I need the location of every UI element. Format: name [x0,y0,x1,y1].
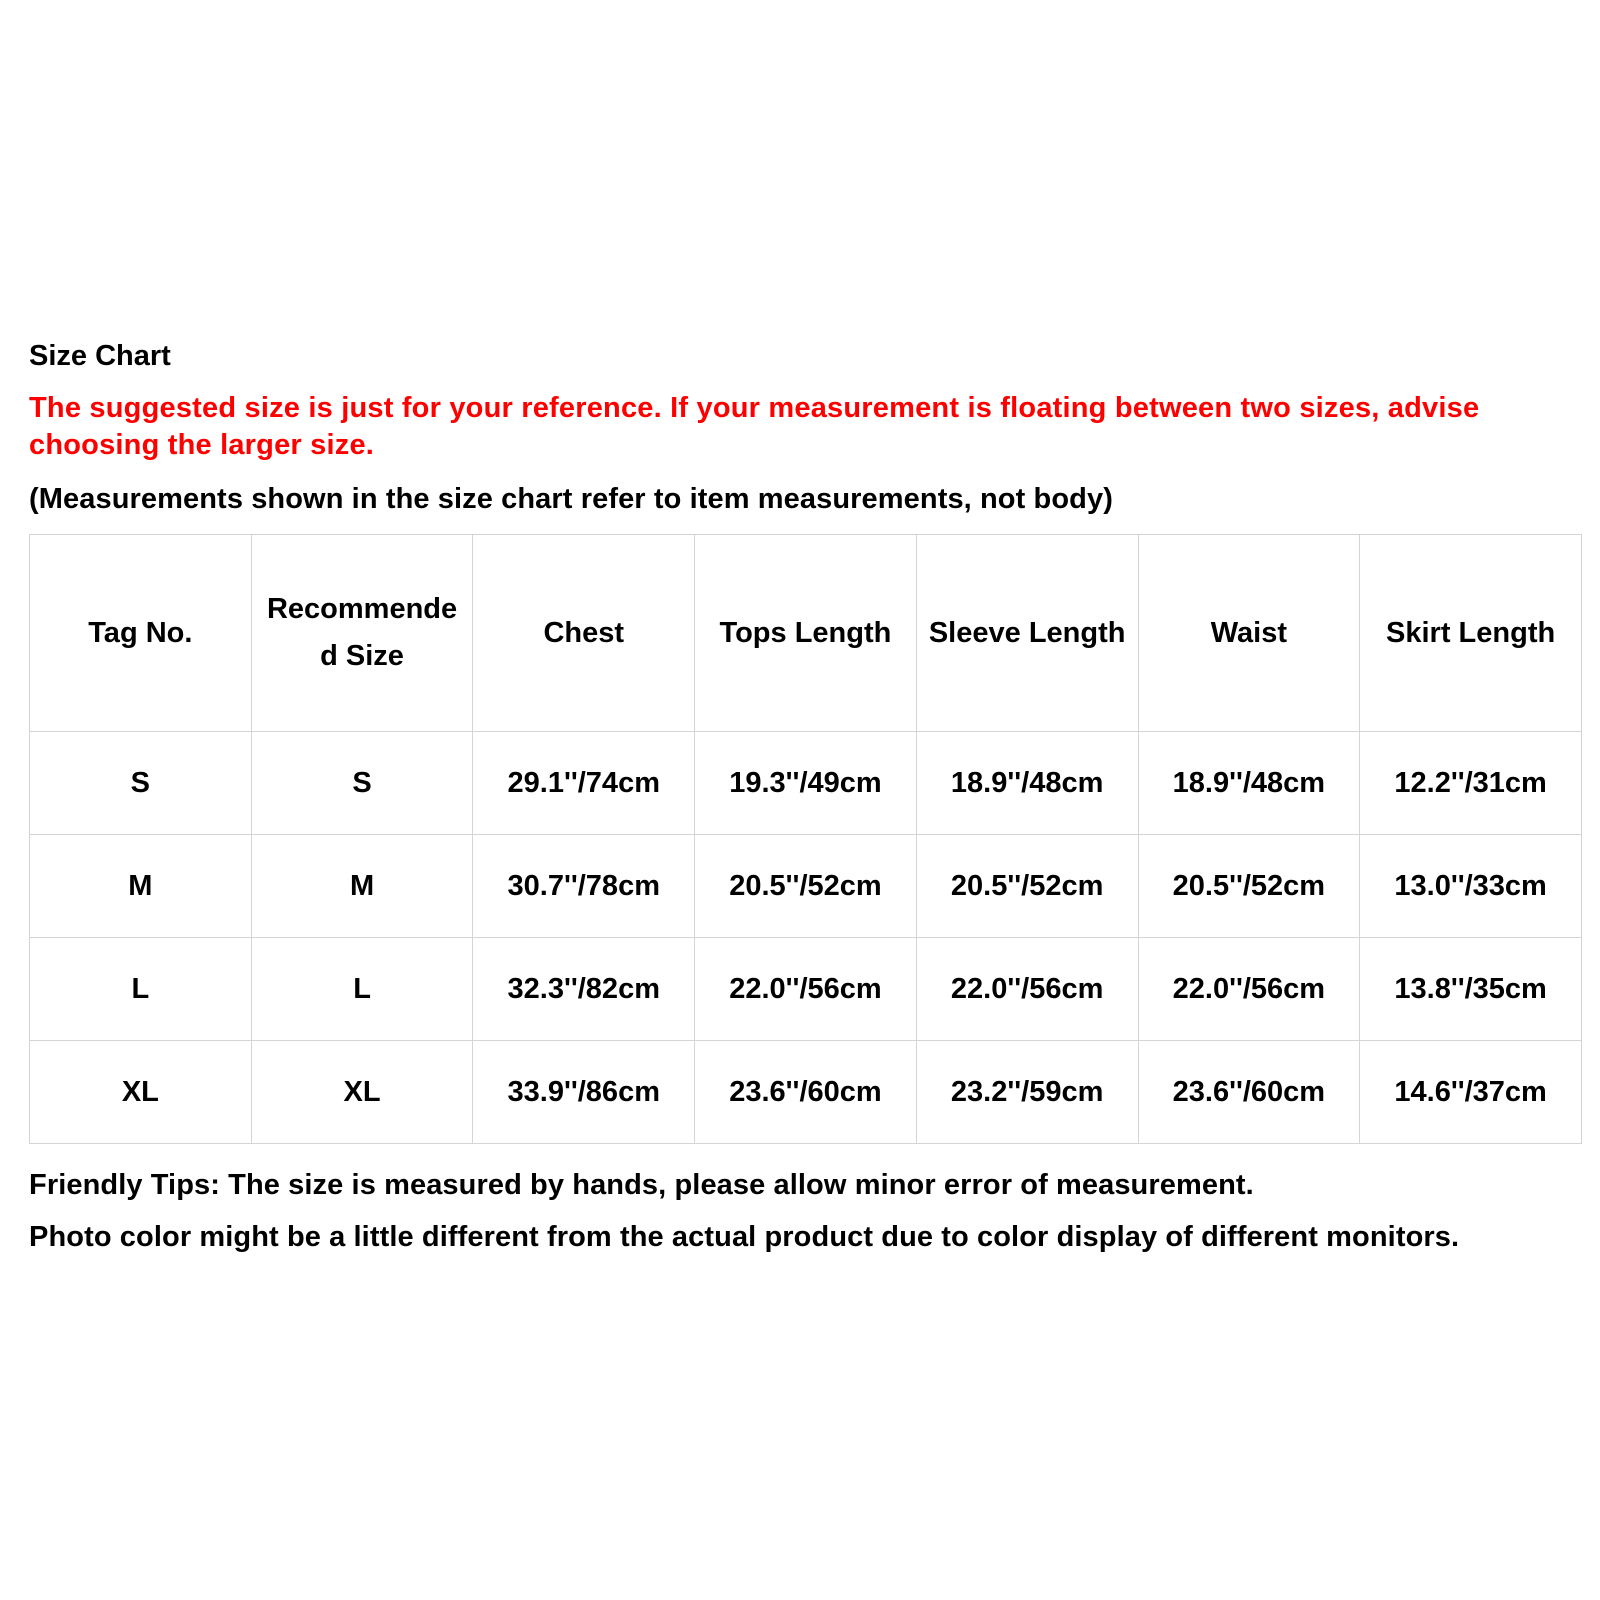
table-cell: M [251,835,473,938]
header-tag-no: Tag No. [30,535,252,732]
table-cell: 20.5''/52cm [1138,835,1360,938]
table-cell: S [251,732,473,835]
table-cell: 12.2''/31cm [1360,732,1582,835]
table-cell: 20.5''/52cm [916,835,1138,938]
header-skirt-length: Skirt Length [1360,535,1582,732]
table-cell: 23.2''/59cm [916,1041,1138,1144]
table-row [30,1041,1582,1144]
friendly-tips-text: Friendly Tips: The size is measured by hands, please allow minor error of measurement. [29,1169,1254,1201]
table-cell: 29.1''/74cm [473,732,695,835]
photo-color-note: Photo color might be a little different from the actual product due to color display of different monitors. [29,1221,1460,1253]
table-cell: 22.0''/56cm [695,938,917,1041]
measurement-note: (Measurements shown in the size chart refer to item measurements, not body) [29,483,1113,515]
table-cell: 19.3''/49cm [695,732,917,835]
table-cell: M [30,835,252,938]
table-cell: L [30,938,252,1041]
table-cell: 33.9''/86cm [473,1041,695,1144]
header-chest: Chest [473,535,695,732]
table-cell: 18.9''/48cm [916,732,1138,835]
table-cell: S [30,732,252,835]
table-cell: 13.8''/35cm [1360,938,1582,1041]
header-sleeve-length: Sleeve Length [916,535,1138,732]
table-cell: 14.6''/37cm [1360,1041,1582,1144]
table-cell: L [251,938,473,1041]
size-table [29,534,1582,1144]
size-chart-title: Size Chart [29,340,171,372]
table-row [30,835,1582,938]
table-cell: 20.5''/52cm [695,835,917,938]
table-row [30,732,1582,835]
size-warning-text: The suggested size is just for your reference. If your measurement is floating between two sizes, advise choosing the larger size. [29,392,1480,461]
table-cell: 32.3''/82cm [473,938,695,1041]
header-tops-length: Tops Length [695,535,917,732]
table-cell: 18.9''/48cm [1138,732,1360,835]
header-recommended-size: Recommended Size [251,535,473,732]
table-cell: 22.0''/56cm [916,938,1138,1041]
table-cell: 23.6''/60cm [695,1041,917,1144]
header-waist: Waist [1138,535,1360,732]
table-cell: 30.7''/78cm [473,835,695,938]
table-cell: XL [251,1041,473,1144]
table-row [30,938,1582,1041]
table-cell: XL [30,1041,252,1144]
table-header-row [30,535,1582,732]
table-cell: 13.0''/33cm [1360,835,1582,938]
table-cell: 22.0''/56cm [1138,938,1360,1041]
table-cell: 23.6''/60cm [1138,1041,1360,1144]
